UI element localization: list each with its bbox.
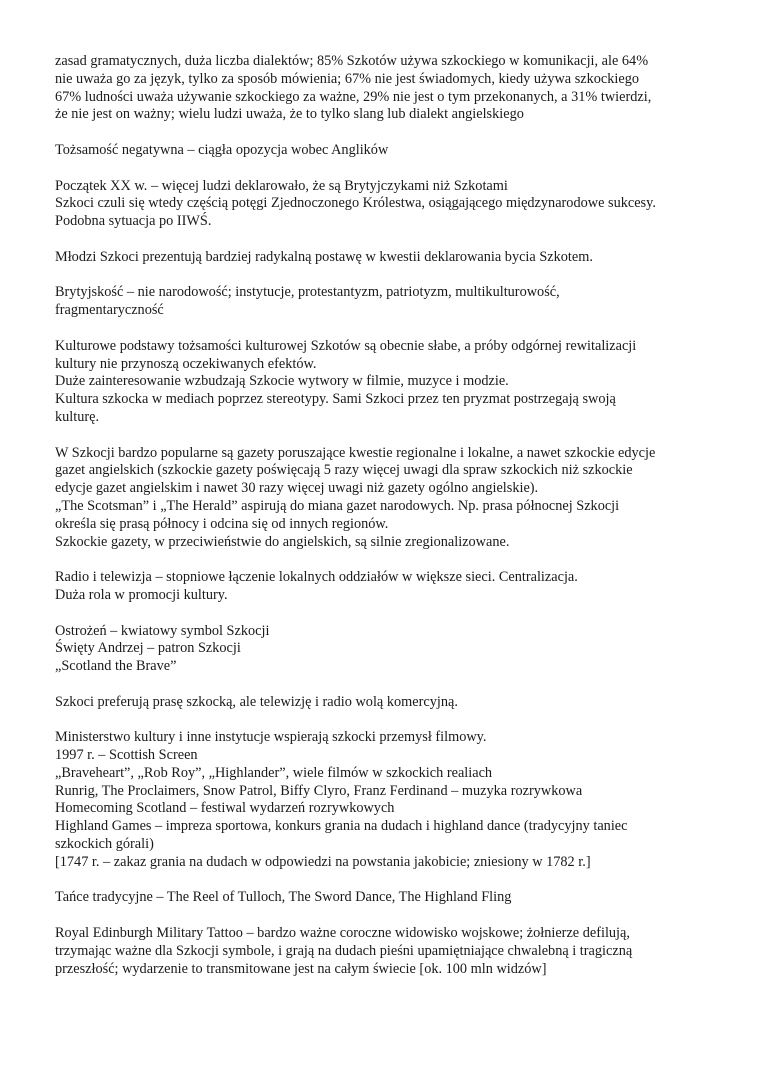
text-line: Brytyjskość – nie narodowość; instytucje, protestantyzm, patriotyzm, multikulturowość,	[55, 284, 560, 301]
text-line: Kulturowe podstawy tożsamości kulturowej Szkotów są obecnie słabe, a próby odgórnej rewitalizacji	[55, 337, 637, 354]
paragraph	[55, 142, 725, 160]
text-line: Radio i telewizja – stopniowe łączenie lokalnych oddziałów w większe sieci. Centralizacja.	[55, 569, 578, 586]
text-line: określa się prasą północy i odcina się od innych regionów.	[55, 515, 389, 532]
text-line: Ministerstwo kultury i inne instytucje wspierają szkocki przemysł filmowy.	[55, 729, 487, 746]
paragraph	[55, 623, 725, 676]
text-line: Duża rola w promocji kultury.	[55, 586, 228, 603]
text-line: Szkoci czuli się wtedy częścią potęgi Zjednoczonego Królestwa, osiągającego międzynarodowe sukcesy.	[55, 195, 656, 212]
text-line: Kultura szkocka w mediach poprzez stereotypy. Sami Szkoci przez ten pryzmat postrzegają swoją	[55, 391, 616, 408]
text-line: W Szkocji bardzo popularne są gazety poruszające kwestie regionalne i lokalne, a nawet szkockie edycje	[55, 444, 656, 461]
text-line: Podobna sytuacja po IIWŚ.	[55, 213, 212, 230]
text-line: przeszłość; wydarzenie to transmitowane jest na całym świecie [ok. 100 mln widzów]	[55, 960, 547, 977]
document-page	[55, 53, 725, 996]
paragraph	[55, 889, 725, 907]
text-line: edycje gazet angielskim i nawet 30 razy więcej uwagi niż gazety ogólno angielskie).	[55, 480, 539, 497]
text-line: kultury nie przynoszą oczekiwanych efektów.	[55, 355, 317, 372]
text-line: szkockich górali)	[55, 836, 154, 853]
text-line: nie uważa go za język, tylko za sposób mówienia; 67% nie jest świadomych, kiedy używa szkockiego	[55, 70, 640, 87]
text-line: zasad gramatycznych, duża liczba dialektów; 85% Szkotów używa szkockiego w komunikacji, ale 64%	[55, 53, 649, 69]
text-line: „Scotland the Brave”	[55, 658, 177, 675]
text-line: Ostrożeń – kwiatowy symbol Szkocji	[55, 622, 270, 639]
paragraph	[55, 178, 725, 231]
text-line: Początek XX w. – więcej ludzi deklarowało, że są Brytyjczykami niż Szkotami	[55, 177, 508, 194]
text-line: Duże zainteresowanie wzbudzają Szkocie wytwory w filmie, muzyce i modzie.	[55, 373, 509, 390]
text-line: Highland Games – impreza sportowa, konkurs grania na dudach i highland dance (tradycyjny taniec	[55, 818, 628, 835]
text-line: Tańce tradycyjne – The Reel of Tulloch, The Sword Dance, The Highland Fling	[55, 889, 512, 906]
text-line: „The Scotsman” i „The Herald” aspirują do miana gazet narodowych. Np. prasa północnej Szkocji	[55, 497, 620, 514]
text-line: 1997 r. – Scottish Screen	[55, 747, 198, 764]
text-line: Szkoci preferują prasę szkocką, ale telewizję i radio wolą komercyjną.	[55, 693, 458, 710]
text-line: Młodzi Szkoci prezentują bardziej radykalną postawę w kwestii deklarowania bycia Szkotem.	[55, 248, 593, 265]
text-line: kulturę.	[55, 408, 100, 425]
paragraph	[55, 284, 725, 320]
text-line: że nie jest on ważny; wielu ludzi uważa, że to tylko slang lub dialekt angielskiego	[55, 106, 524, 123]
text-line: Homecoming Scotland – festiwal wydarzeń rozrywkowych	[55, 800, 395, 817]
text-line: Święty Andrzej – patron Szkocji	[55, 640, 241, 657]
text-line: trzymając ważne dla Szkocji symbole, i grają na dudach pieśni upamiętniające chwalebną i tragiczną	[55, 942, 633, 959]
text-line: „Braveheart”, „Rob Roy”, „Highlander”, wiele filmów w szkockich realiach	[55, 764, 493, 781]
paragraph	[55, 925, 725, 978]
text-line: Royal Edinburgh Military Tattoo – bardzo ważne coroczne widowisko wojskowe; żołnierze defilują,	[55, 925, 630, 942]
paragraph	[55, 694, 725, 712]
paragraph	[55, 249, 725, 267]
paragraph	[55, 729, 725, 871]
text-line: [1747 r. – zakaz grania na dudach w odpowiedzi na powstania jakobicie; zniesiony w 1782 r.]	[55, 853, 591, 870]
paragraph	[55, 445, 725, 552]
paragraph	[55, 569, 725, 605]
text-line: Runrig, The Proclaimers, Snow Patrol, Biffy Clyro, Franz Ferdinand – muzyka rozrywkowa	[55, 782, 583, 799]
text-line: gazet angielskich (szkockie gazety poświęcają 5 razy więcej uwagi dla spraw szkockich niż szkockie	[55, 462, 633, 479]
text-line: 67% ludności uważa używanie szkockiego za ważne, 29% nie jest o tym przekonanych, a 31% twierdzi,	[55, 88, 652, 105]
paragraph	[55, 53, 725, 124]
text-line: Szkockie gazety, w przeciwieństwie do angielskich, są silnie zregionalizowane.	[55, 533, 510, 550]
text-line: Tożsamość negatywna – ciągła opozycja wobec Anglików	[55, 141, 389, 158]
text-line: fragmentaryczność	[55, 302, 164, 319]
paragraph	[55, 338, 725, 427]
